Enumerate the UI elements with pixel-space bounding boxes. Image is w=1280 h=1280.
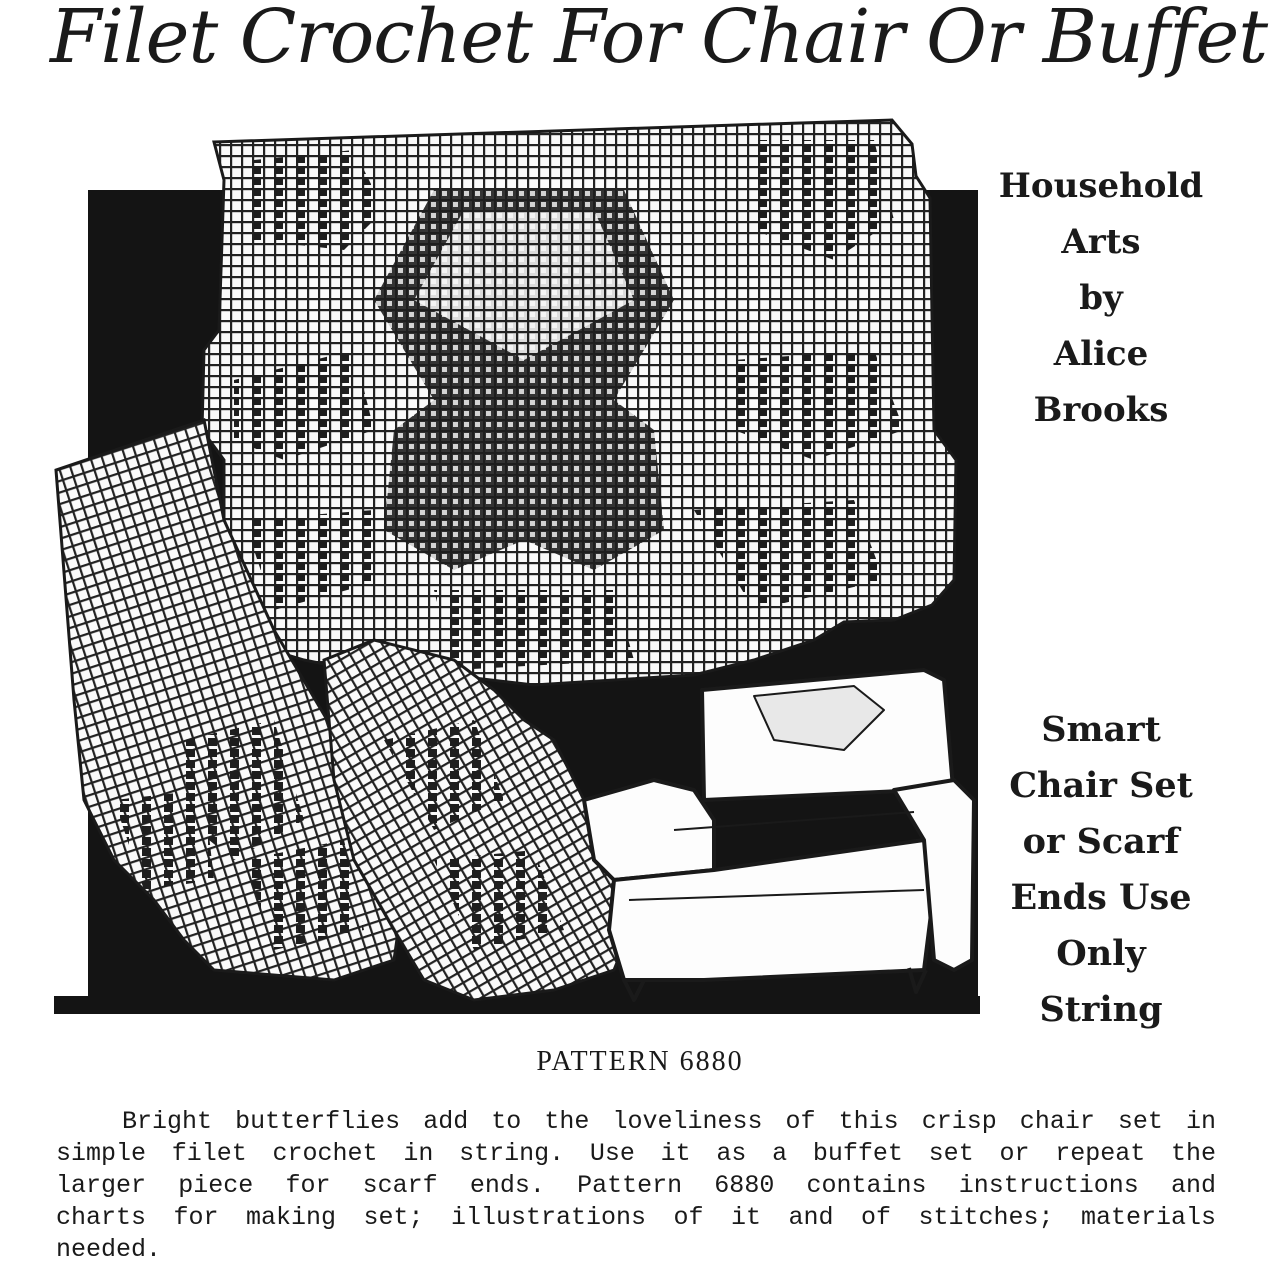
byline-line: Alice [1053, 334, 1149, 374]
byline-line: Household [998, 166, 1204, 206]
pattern-label: PATTERN 6880 [536, 1046, 744, 1077]
description-line: simple filet crochet in string. Use it as a buffet set or repeat the [56, 1139, 1216, 1168]
byline-line: by [1079, 278, 1123, 318]
promo-column [985, 702, 1217, 1038]
headline: Filet Crochet For Chair Or Buffet [50, 0, 1268, 80]
promo-line: Smart [1041, 709, 1161, 750]
description-line: larger piece for scarf ends. Pattern 6880 contains instructions and [56, 1171, 1216, 1200]
description [56, 1106, 1216, 1266]
promo-line: Ends Use [1010, 877, 1192, 918]
illustration [54, 100, 980, 1016]
description-line: needed. [56, 1235, 162, 1264]
byline-line: Arts [1061, 222, 1141, 262]
byline-column [995, 158, 1207, 438]
promo-line: Chair Set [1009, 765, 1193, 806]
byline-line: Brooks [1033, 390, 1169, 430]
promo-line: String [1039, 989, 1163, 1030]
promo-line: or Scarf [1022, 821, 1180, 862]
promo-line: Only [1056, 933, 1146, 974]
description-line: Bright butterflies add to the loveliness of this crisp chair set in [122, 1107, 1216, 1136]
filet-crochet-chair-back [202, 120, 956, 685]
description-line: charts for making set; illustrations of it and of stitches; materials [56, 1203, 1216, 1232]
